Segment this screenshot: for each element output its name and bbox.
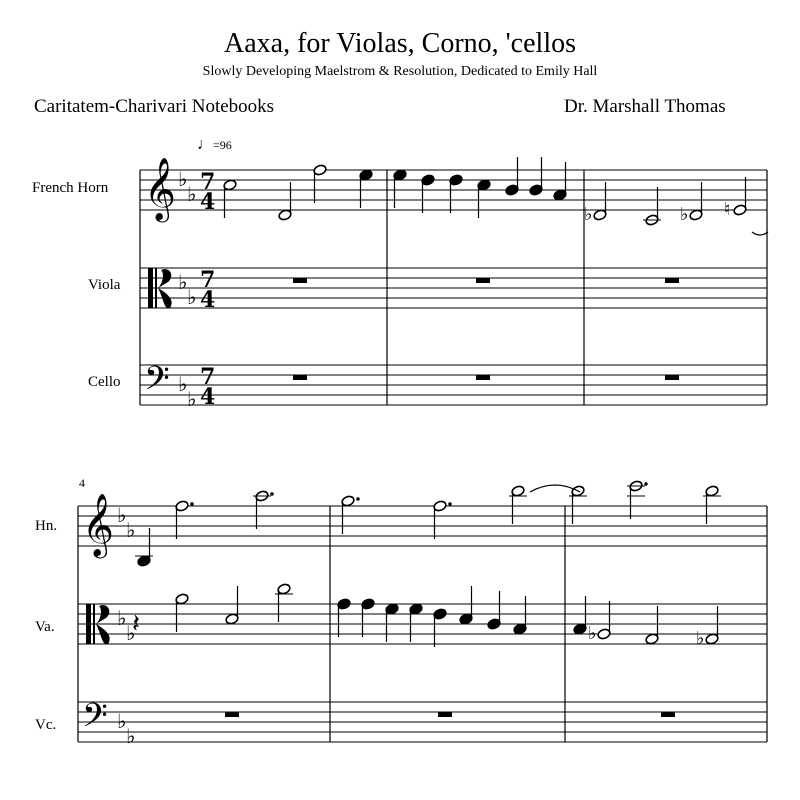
note [409, 603, 423, 642]
alto-clef-bar [148, 268, 153, 308]
alto-clef-shape [158, 269, 172, 308]
key-flat-e-icon: ♭ [187, 182, 197, 206]
note [278, 182, 292, 221]
key-flat-b-icon: ♭ [117, 606, 127, 630]
note [584, 182, 607, 225]
augmentation-dot [644, 482, 647, 485]
score-title: Aaxa, for Violas, Corno, 'cellos [224, 28, 576, 59]
key-flat-e-icon: ♭ [126, 518, 136, 542]
publisher-name: Caritatem-Charivari Notebooks [34, 96, 275, 117]
key-flat-e-icon: ♭ [187, 387, 197, 411]
whole-rest-icon [438, 712, 452, 717]
note [175, 593, 189, 632]
note [223, 179, 237, 218]
clefs [82, 157, 176, 743]
whole-rest-icon [293, 278, 307, 283]
note [449, 174, 463, 213]
time-signature-top: 7 [200, 267, 216, 293]
key-flat-b-icon: ♭ [178, 270, 188, 294]
natural-icon: ♮ [724, 199, 731, 220]
note [509, 485, 527, 524]
flat-icon: ♭ [588, 623, 597, 644]
note [225, 586, 239, 625]
treble-clef-icon: 𝄞 [144, 157, 176, 220]
key-flat-e-icon: ♭ [187, 285, 197, 309]
note [573, 596, 587, 635]
note [645, 606, 659, 645]
alto-clef-bar [86, 604, 91, 644]
note [337, 598, 351, 637]
whole-rest-icon [225, 712, 239, 717]
note [680, 182, 703, 225]
note [313, 164, 327, 203]
flat-icon: ♭ [680, 204, 689, 225]
note [505, 157, 519, 196]
alto-clef-shape [96, 605, 110, 644]
time-signatures [200, 169, 215, 410]
instrument-label-cello: Cello [88, 374, 121, 390]
instrument-label-viola: Viola [88, 277, 121, 293]
instrument-label-horn: French Horn [32, 180, 109, 196]
time-signature-bottom: 4 [200, 189, 216, 215]
note [627, 480, 648, 519]
note [696, 606, 719, 649]
key-flat-b-icon: ♭ [117, 709, 127, 733]
augmentation-dot [270, 492, 273, 495]
whole-rest-icon [476, 278, 490, 283]
score-subtitle: Slowly Developing Maelstrom & Resolution, Dedicated to Emily Hall [202, 64, 598, 79]
time-signature-top: 7 [200, 364, 216, 390]
key-signatures [117, 167, 196, 748]
augmentation-dot [356, 497, 359, 500]
flat-icon: ♭ [696, 628, 705, 649]
augmentation-dot [190, 502, 193, 505]
whole-rest-icon [665, 375, 679, 380]
tempo-value: =96 [213, 138, 232, 152]
whole-rest-icon [476, 375, 490, 380]
note [643, 187, 661, 226]
note [724, 177, 747, 220]
key-flat-e-icon: ♭ [126, 621, 136, 645]
note [361, 598, 375, 637]
note [459, 586, 473, 625]
note [385, 603, 399, 642]
note [433, 608, 447, 647]
note [703, 485, 721, 524]
instrument-label-cello-short: Vc. [35, 717, 57, 733]
flat-icon: ♭ [584, 204, 593, 225]
staff-lines [78, 170, 767, 742]
key-flat-b-icon: ♭ [117, 503, 127, 527]
whole-rest-icon [665, 278, 679, 283]
time-signature-top: 7 [200, 169, 216, 195]
time-signature-bottom: 4 [200, 384, 216, 410]
instrument-label-horn-short: Hn. [35, 518, 58, 534]
tie [752, 232, 768, 235]
note [588, 601, 611, 644]
bass-clef-icon: 𝄢 [82, 697, 108, 743]
note [553, 162, 567, 201]
note [275, 583, 293, 622]
key-flat-e-icon: ♭ [126, 724, 136, 748]
key-flat-b-icon: ♭ [178, 372, 188, 396]
notes [135, 157, 768, 649]
note [393, 169, 407, 208]
key-flat-b-icon: ♭ [178, 167, 188, 191]
barlines [78, 170, 767, 742]
note [359, 169, 373, 208]
time-signature-bottom: 4 [200, 287, 216, 313]
note [341, 495, 360, 534]
whole-rest-icon [661, 712, 675, 717]
quarter-note-icon: ♩ [197, 136, 213, 153]
rests [132, 278, 679, 717]
composer-name: Dr. Marshall Thomas [564, 96, 726, 117]
note [529, 157, 543, 196]
measure-number: 4 [79, 476, 85, 490]
note [477, 179, 491, 218]
note [487, 591, 501, 630]
note [135, 528, 153, 567]
note [421, 174, 435, 213]
treble-clef-icon: 𝄞 [82, 493, 114, 556]
quarter-rest-icon: 𝄽 [132, 609, 140, 639]
alto-clef-bar [155, 268, 157, 308]
note [253, 490, 274, 529]
whole-rest-icon [293, 375, 307, 380]
alto-clef-bar [93, 604, 95, 644]
instrument-label-viola-short: Va. [35, 619, 55, 635]
bass-clef-icon: 𝄢 [144, 360, 170, 406]
note [513, 596, 527, 635]
augmentation-dot [448, 502, 451, 505]
